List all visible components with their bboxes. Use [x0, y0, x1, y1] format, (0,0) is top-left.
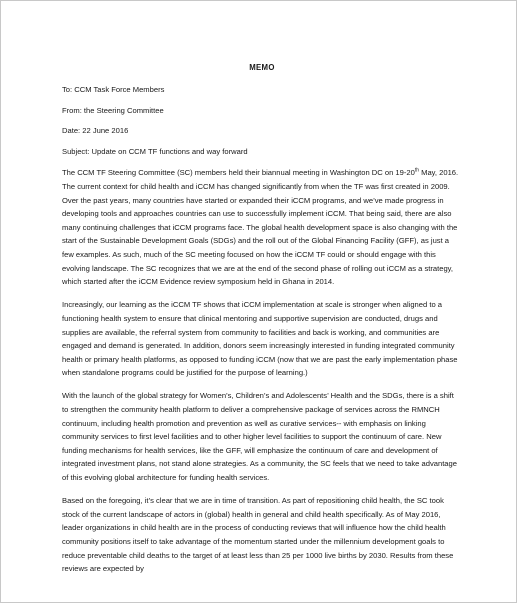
paragraph-4: Based on the foregoing, it’s clear that we are in time of transition. As part of repositioning child health, the SC took stock of the current landscape of actors in (global) health in general and child health specifically. As of May 2016, leader organizations in child health are in the process of conducting reviews that will influence how the child health community positions itself to take advantage of the momentum started under the millennium development goals to reduce preventable child deaths to the target of at least less than 25 per 1000 live births by 2030. Results from these reviews are expected by — [62, 496, 454, 574]
memo-title: MEMO — [249, 63, 275, 72]
paragraph-2: Increasingly, our learning as the iCCM TF shows that iCCM implementation at scale is stronger when aligned to a functioning health system to ensure that clinical mentoring and supportive supervision are conducted, drugs and supplies are available, the referral system from community to facilities and back is working, and communities are engaged and demand is generated. In addition, donors seem increasingly interested in funding integrated community health or primary health platforms, as opposed to funding iCCM (now that we are past the early implementation phase when standalone programs could be justified for the purpose of learning.) — [62, 300, 458, 378]
memo-subject-line: Subject: Update on CCM TF functions and way forward — [62, 146, 248, 156]
paragraph-1-start: The CCM TF Steering Committee (SC) members held their biannual meeting in Washington DC on 19-20 — [62, 168, 415, 178]
paragraph-1-superscript: th — [414, 167, 420, 174]
paragraph-1-rest: May, 2016. The current context for child health and iCCM has changed significantly from when the TF was first created in 2009. Over the past years, many countries have started or expanded their iCCM programs, and we’ve made progress in developing tools and approaches countries can use to successfully implement iCCM. That being said, there are also many continuing challenges that iCCM programs face. The global health development space is also changing with the start of the Sustainable Development Goals (SDGs) and the roll out of the Global Financing Facility (GFF), as just a few examples. As such, much of the SC meeting focused on how the iCCM TF could or should engage with this evolving landscape. The SC recognizes that we are at the end of the second phase of rolling out iCCM as a strategy, which started after the iCCM Evidence review symposium held in Ghana in 2014. — [62, 168, 459, 287]
memo-to-line: To: CCM Task Force Members — [62, 85, 165, 94]
memo-body — [62, 62, 462, 585]
paragraph-1 — [62, 166, 462, 288]
memo-date-line: Date: 22 June 2016 — [62, 126, 129, 136]
memo-from-line: From: the Steering Committee — [62, 105, 164, 115]
paragraph-3: With the launch of the global strategy for Women’s, Children’s and Adolescents’ Health and the SDGs, there is a shift to strengthen the community health platform to deliver a comprehensive package of services across the RMNCH continuum, including health promotion and prevention as well as curative services-- with emphasis on linking community services to first level facilities and to other higher level facilities to support the continuum of care. New funding mechanisms for health services, like the GFF, will emphasize the continuum of care and development of integrated investment plans, not stand alone strategies. As a community, the SC feels that we need to take advantage of this evolving global architecture for funding health services. — [62, 391, 457, 483]
